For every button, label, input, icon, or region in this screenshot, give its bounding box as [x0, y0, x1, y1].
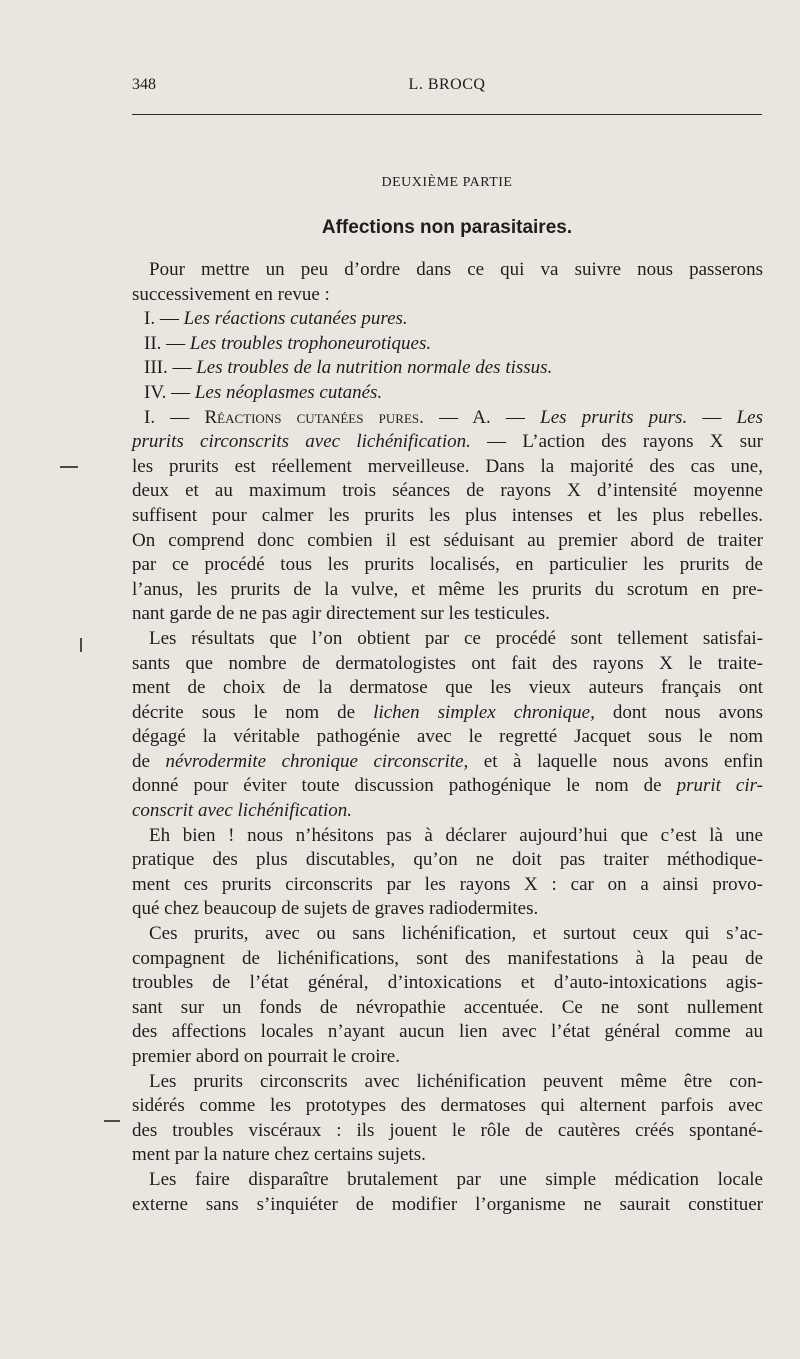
text-line: pratique des plus discutables, qu’on ne doit pas traiter méthodique- [132, 849, 763, 871]
list-item [132, 356, 763, 381]
text-line: deux et au maximum trois séances de rayons X d’intensité moyenne [132, 480, 763, 502]
page-number: 348 [132, 76, 156, 93]
text-fragment: — L’action des rayons X sur [487, 431, 764, 453]
list-text: Les troubles trophoneurotiques. [189, 332, 432, 354]
term-italic: lichen simplex chronique, [373, 701, 595, 723]
margin-mark [60, 466, 78, 468]
text-line: Eh bien ! nous n’hésitons pas à déclarer aujourd’hui que c’est là une [149, 824, 763, 846]
text-line [132, 774, 763, 799]
margin-mark [80, 638, 82, 652]
margin-mark [104, 1120, 120, 1122]
list-text: Les réactions cutanées pures. [183, 308, 408, 330]
text-fragment: dont nous avons [612, 701, 764, 723]
text-line [132, 430, 763, 455]
header-rule [132, 114, 762, 115]
text-fragment: décrite sous le nom de [132, 701, 356, 723]
text-fragment: — A. — [439, 406, 525, 428]
text-line: Pour mettre un peu d’ordre dans ce qui va suivre nous passerons [149, 259, 763, 280]
text-line: On comprend donc combien il est séduisant au premier abord de traiter [132, 529, 763, 551]
text-line: dégagé la véritable pathogénie avec le regretté Jacquet sous le nom [132, 726, 763, 748]
page-header [132, 76, 762, 102]
text-line: ment ces prurits circonscrits par les rayons X : car on a ainsi provo- [132, 873, 763, 895]
text-line: sants que nombre de dermatologistes ont fait des rayons X le traite- [132, 652, 763, 674]
body-text [132, 258, 763, 1217]
section-number: I. — [144, 406, 190, 428]
text-line: externe sans s’inquiéter de modifier l’organisme ne saurait constituer [132, 1193, 763, 1215]
subsection-title: Les [736, 406, 764, 428]
text-line: ment de choix de la dermatose que les vieux auteurs français ont [132, 677, 763, 699]
text-line: compagnent de lichénifications, sont des manifestations à la peau de [132, 947, 763, 969]
text-line: des troubles viscéraux : ils jouent le rôle de cautères créés spontané- [132, 1119, 763, 1141]
text-line: suffisent pour calmer les prurits les plus intenses et les plus rebelles. [132, 504, 763, 526]
text-line: sidérés comme les prototypes des dermatoses qui alternent parfois avec [132, 1095, 763, 1117]
list-item [132, 307, 763, 332]
subsection-title: Les prurits purs. [540, 406, 688, 428]
text-line: premier abord on pourrait le croire. [132, 1046, 400, 1067]
text-line: par ce procédé tous les prurits localisés, en particulier les prurits de [132, 554, 763, 576]
term-italic: conscrit avec lichénification. [132, 800, 353, 822]
text-line: Les résultats que l’on obtient par ce procédé sont tellement satisfai- [149, 627, 763, 649]
text-line: l’anus, les prurits de la vulve, et même les prurits du scrotum en pre- [132, 578, 763, 600]
text-line: troubles de l’état général, d’intoxications et d’auto-intoxications agis- [132, 972, 763, 994]
list-text: Les troubles de la nutrition normale des tissus. [196, 357, 553, 379]
part-label: DEUXIÈME PARTIE [381, 175, 513, 190]
text-line: Les faire disparaître brutalement par une simple médication locale [149, 1168, 763, 1190]
text-fragment: et à laquelle nous avons enfin [483, 750, 763, 772]
list-number: IV. — [144, 381, 191, 403]
text-line: Ces prurits, avec ou sans lichénification, et surtout ceux qui s’ac- [149, 923, 763, 945]
text-fragment: — [702, 406, 722, 428]
list-number: I. — [144, 308, 179, 330]
list-number: II. — [144, 332, 186, 354]
text-line: Les prurits circonscrits avec lichénification peuvent même être con- [149, 1070, 763, 1092]
section-title: Affections non parasitaires. [321, 217, 573, 238]
text-line [132, 406, 763, 431]
term-italic: prurit cir- [676, 775, 763, 797]
subsection-title: prurits circonscrits avec lichénification. [132, 431, 471, 453]
text-line [132, 799, 763, 824]
subsection-heading: Réactions cutanées pures. [204, 406, 424, 428]
text-line [132, 701, 763, 726]
text-fragment: de [132, 750, 150, 772]
list-item [132, 381, 763, 406]
text-line: qué chez beaucoup de sujets de graves radiodermites. [132, 898, 539, 920]
text-line: ment par la nature chez certains sujets. [132, 1144, 426, 1166]
list-number: III. — [144, 357, 192, 379]
list-item [132, 332, 763, 357]
text-line: sant sur un fonds de névropathie accentuée. Ce ne sont nullement [132, 996, 763, 1018]
running-title: L. BROCQ [408, 76, 486, 93]
term-italic: névrodermite chronique circonscrite, [165, 750, 469, 772]
text-line: successivement en revue : [132, 283, 330, 305]
text-line: nant garde de ne pas agir directement sur les testicules. [132, 603, 550, 625]
list-text: Les néoplasmes cutanés. [194, 381, 383, 403]
text-fragment: donné pour éviter toute discussion pathogénique le nom de [132, 775, 662, 797]
text-line: des affections locales n’ayant aucun lien avec l’état général comme au [132, 1021, 763, 1043]
text-line: les prurits est réellement merveilleuse. Dans la majorité des cas une, [132, 455, 763, 477]
text-line [132, 750, 763, 775]
